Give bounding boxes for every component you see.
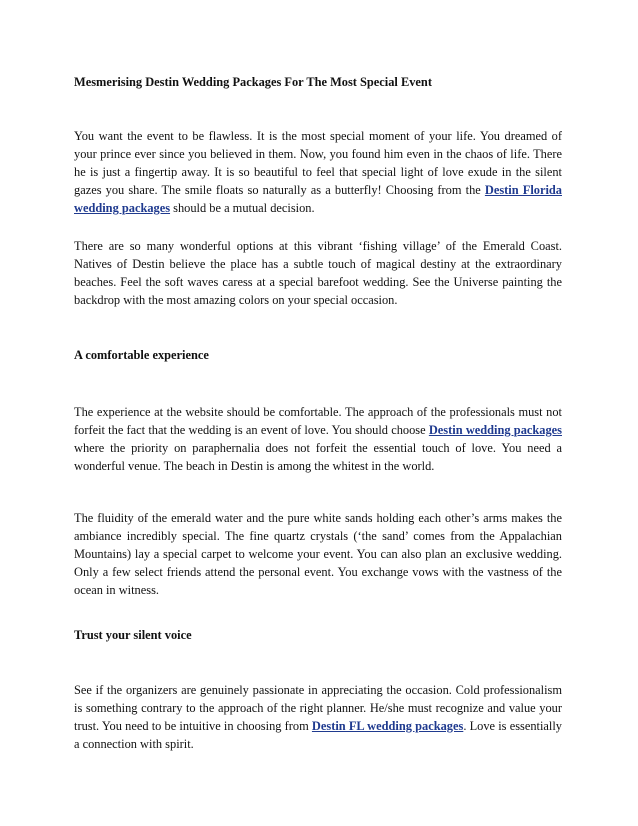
section-heading-comfortable-experience: A comfortable experience [74,348,209,362]
link-destin-wedding-packages[interactable]: Destin wedding packages [428,423,562,437]
paragraph-text-after: should be a mutual decision. [170,201,315,215]
paragraph-fluidity: The fluidity of the emerald water and the pure white sands holding each other’s arms makes the ambiance incredibly special. The fine quartz crystals (‘the sand’ comes from the Appalachian Mountains) lay a special carpet to welcome your event. You can also plan an exclusive wedding. Only a few select friends attend the personal event. You exchange vows with the vastness of the ocean in witness. [74,511,562,597]
paragraph-text: You want the event to be flawless. It is the most special moment of your life. You dreamed of your prince ever since you believed in them. Now, you found him even in the chaos of life. There he is just a fingertip away. It is so beautiful to feel that special light of love exude in the silent gazes you share. The smile floats so naturally as a butterfly! Choosing from the [74,129,562,197]
paragraph-options: There are so many wonderful options at this vibrant ‘fishing village’ of the Emerald Coast. Natives of Destin believe the place has a subtle touch of magical destiny at the extraordinary beaches. Feel the soft waves caress at a special barefoot wedding. See the Universe painting the backdrop with the most amazing colors on your special occasion. [74,239,562,307]
link-destin-florida-wedding-packages[interactable]: Destin Florida wedding packages [74,183,562,215]
paragraph-text: The experience at the website should be comfortable. The approach of the professionals must not forfeit the fact that the wedding is an event of love. You should choose [74,405,562,437]
paragraph-text-after: . Love is essentially a connection with spirit. [74,719,562,751]
document-title: Mesmerising Destin Wedding Packages For The Most Special Event [74,75,432,89]
paragraph-experience [74,403,562,475]
paragraph-organizers [74,681,562,753]
paragraph-intro [74,127,562,217]
link-destin-fl-wedding-packages[interactable]: Destin FL wedding packages [311,719,464,733]
paragraph-text-after: where the priority on paraphernalia does not forfeit the essential touch of love. You need a wonderful venue. The beach in Destin is among the whitest in the world. [74,441,562,473]
section-heading-trust-silent-voice: Trust your silent voice [74,628,192,642]
paragraph-text: See if the organizers are genuinely passionate in appreciating the occasion. Cold professionalism is something contrary to the approach of the right planner. He/she must recognize and value your trust. You need to be intuitive in choosing from [74,683,562,733]
